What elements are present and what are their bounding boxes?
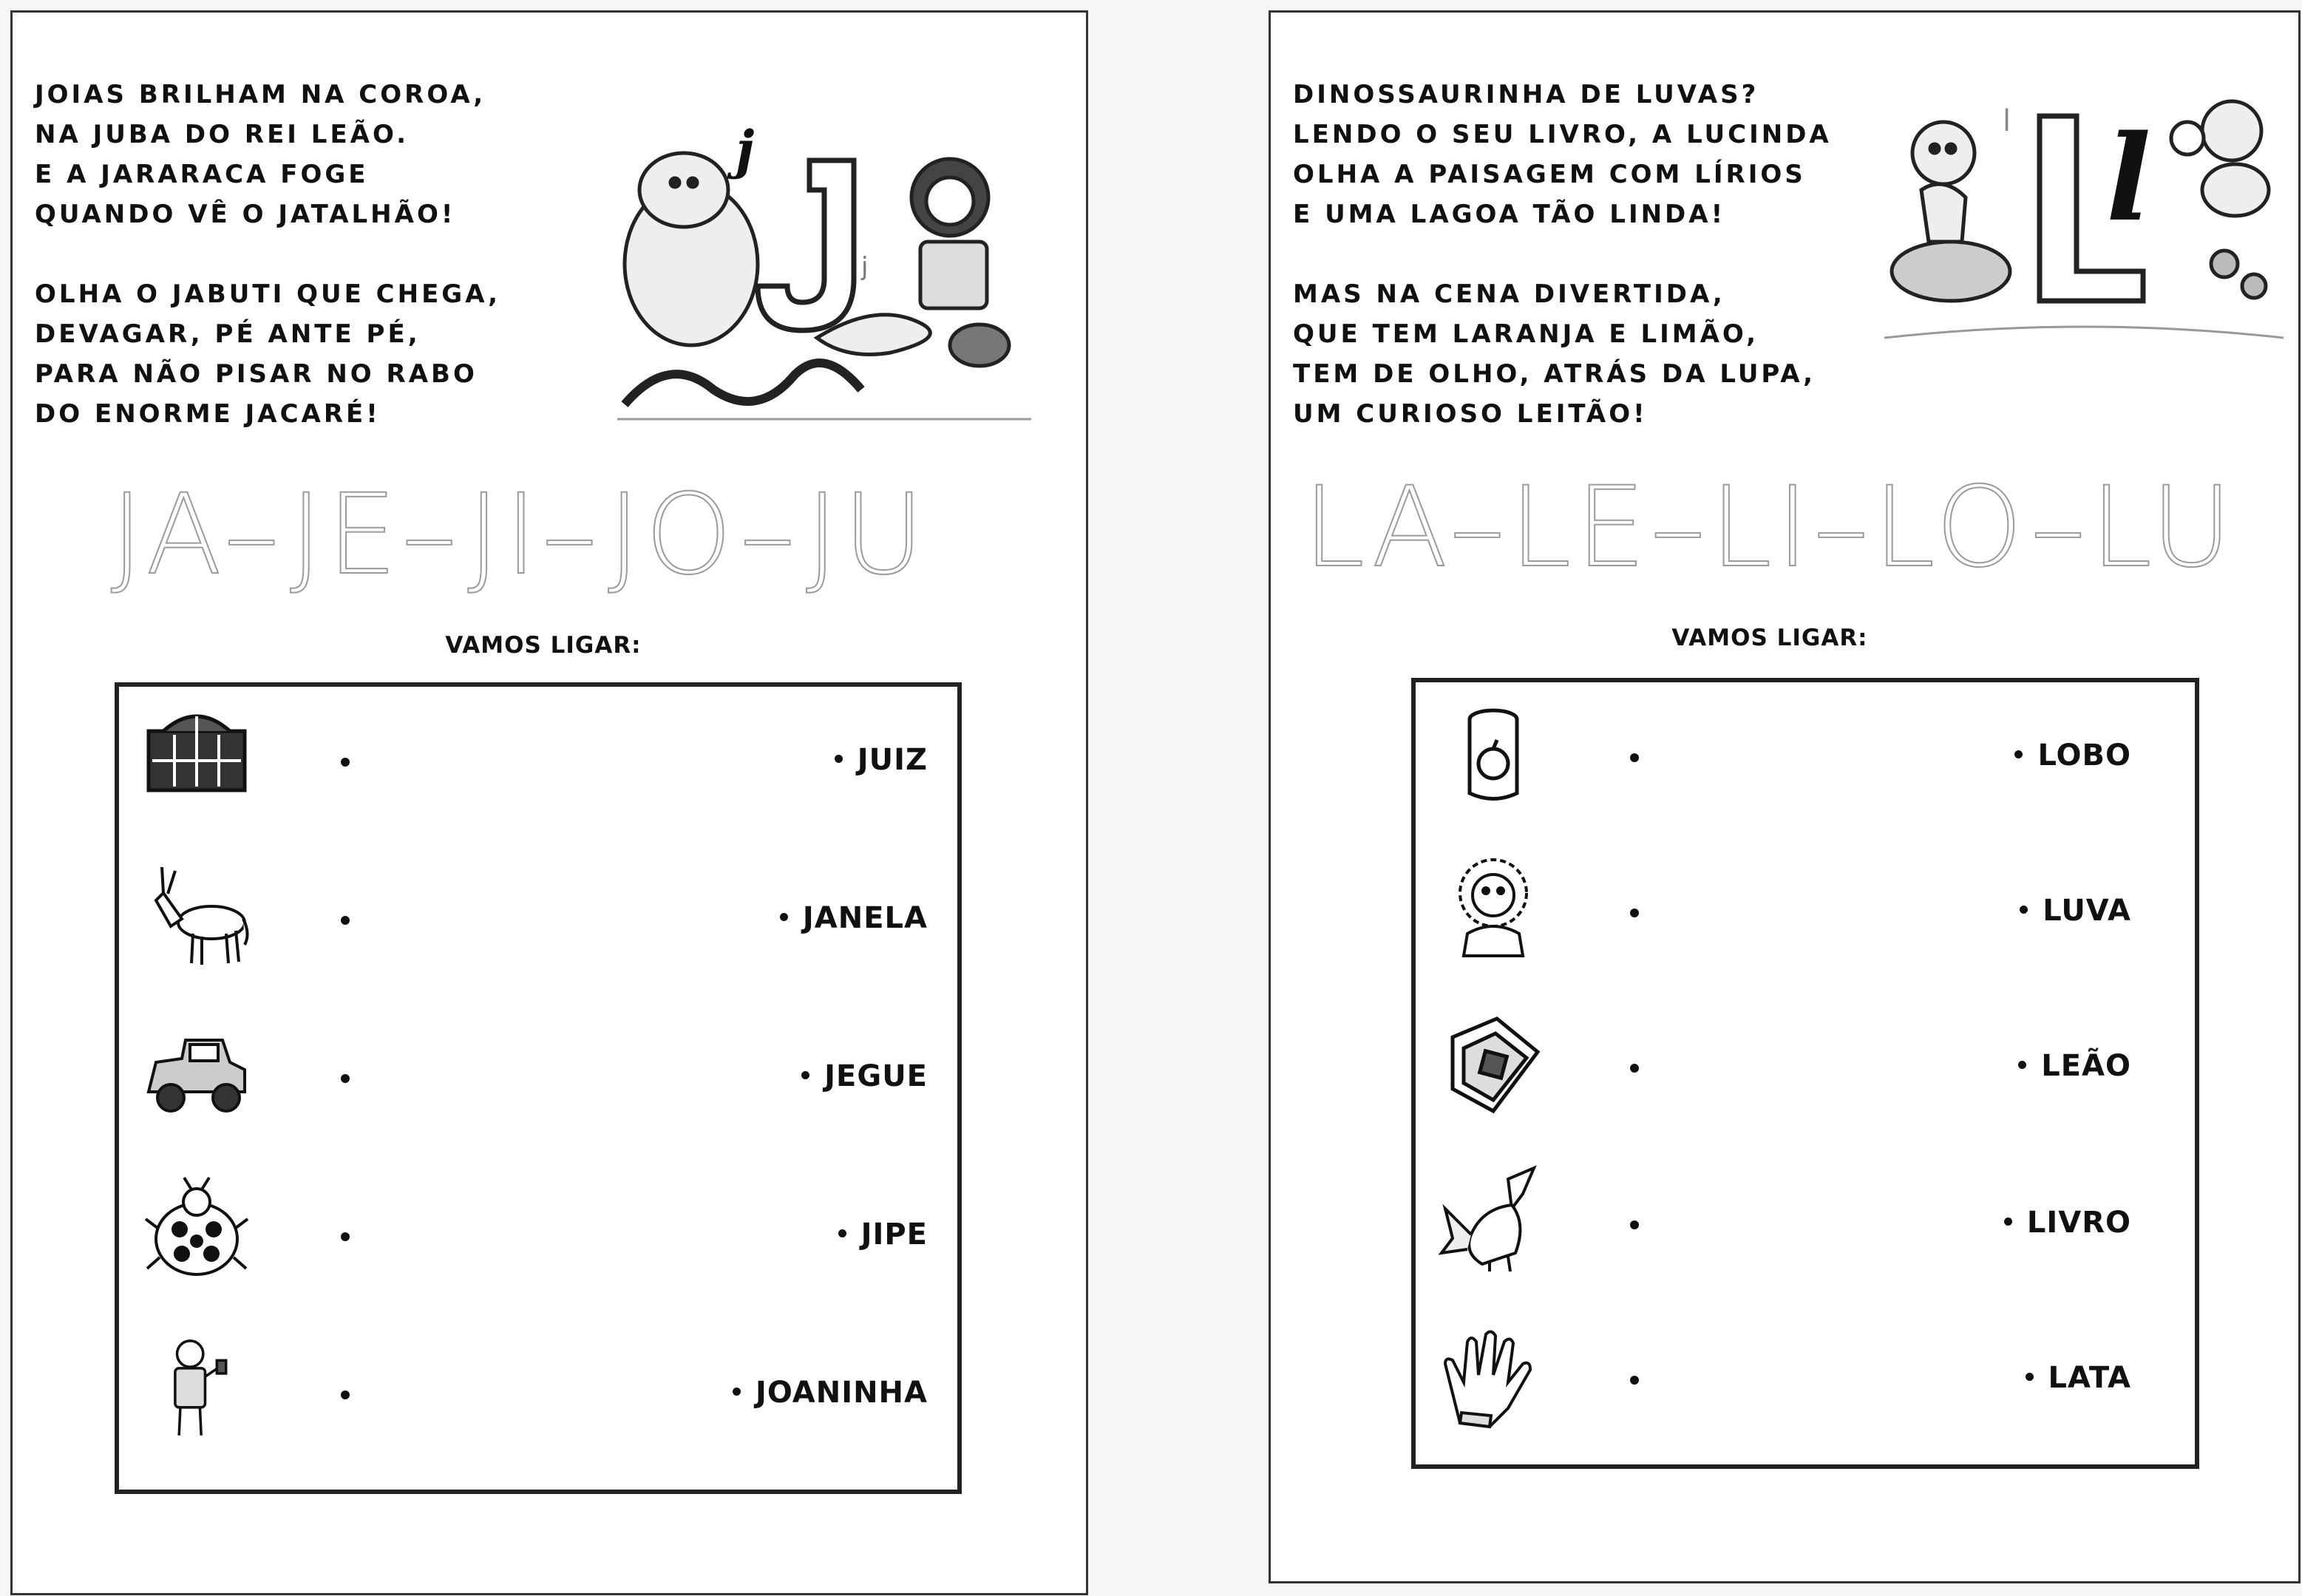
window-icon [141,702,252,812]
match-row [119,687,957,835]
connector-dot-left[interactable] [341,758,350,767]
matching-box-l [1411,678,2199,1469]
tracing-syllables-j: JA–JE–JI–JO–JU [110,471,929,600]
connector-dot-left[interactable] [341,1074,350,1083]
match-row [1416,993,2195,1141]
connector-dot-left[interactable] [1630,753,1639,762]
word-option[interactable]: LUVA [2020,894,2131,928]
connector-dot-left[interactable] [341,916,350,925]
connector-dot-left[interactable] [1630,1064,1639,1073]
connector-dot-left[interactable] [341,1390,350,1399]
match-row [119,1161,957,1309]
letter-l-lower: l [2106,109,2151,248]
wolf-icon [1438,1164,1549,1275]
instruction-j: VAMOS LIGAR: [445,632,642,659]
poem-j: JOIAS BRILHAM NA COROA, NA JUBA DO REI LEÃO. E A JARARACA FOGE QUANDO VÊ O JATALHÃO! OLHA O JABUTI QUE CHEGA, DEVAGAR, PÉ ANTE PÉ, PARA NÃO PISAR NO RABO DO ENORME JACARÉ! [35,80,501,429]
connector-dot-left[interactable] [1630,909,1639,917]
letter-l-small: l [2003,104,2011,138]
match-row [1416,1150,2195,1297]
can-icon [1438,697,1549,808]
word-option[interactable]: JANELA [780,901,928,935]
jeep-icon [141,1018,252,1129]
connector-dot-left[interactable] [1630,1376,1639,1385]
judge-icon [141,1334,252,1445]
lion-icon [1438,852,1549,963]
donkey-icon [141,860,252,971]
worksheet-letter-l [1269,10,2301,1583]
connector-dot-left[interactable] [1630,1220,1639,1229]
worksheet-letter-j [10,10,1088,1595]
word-option[interactable]: LOBO [2014,738,2131,772]
instruction-l: VAMOS LIGAR: [1671,625,1868,651]
matching-box-j [115,682,962,1494]
word-option[interactable]: JOANINHA [733,1376,928,1410]
match-row [1416,682,2195,830]
ladybug-icon [141,1176,252,1287]
letter-j-small: j [861,252,869,282]
glove-icon [1438,1320,1549,1430]
word-option[interactable]: LEÃO [2018,1049,2131,1083]
poem-l: DINOSSAURINHA DE LUVAS? LENDO O SEU LIVRO, A LUCINDA OLHA A PAISAGEM COM LÍRIOS E UMA LAGOA TÃO LINDA! MAS NA CENA DIVERTIDA, QUE TEM LARANJA E LIMÃO, TEM DE OLHO, ATRÁS DA LUPA, UM CURIOSO LEITÃO! [1293,80,1832,429]
word-option[interactable]: LATA [2026,1361,2131,1395]
letter-j-illustration [610,109,1039,434]
word-option[interactable]: JEGUE [801,1059,928,1093]
letter-j-lower: j [736,119,755,180]
match-row [119,845,957,993]
word-option[interactable]: LIVRO [2004,1206,2131,1240]
word-option[interactable]: JIPE [838,1218,928,1252]
book-icon [1438,1008,1549,1118]
letter-l-illustration [1877,72,2291,367]
tracing-syllables-l: LA–LE–LI–LO–LU [1303,463,2237,592]
match-row [119,1320,957,1467]
match-row [119,1003,957,1151]
connector-dot-left[interactable] [341,1232,350,1241]
match-row [1416,1305,2195,1453]
match-row [1416,838,2195,985]
word-option[interactable]: JUIZ [835,743,928,777]
